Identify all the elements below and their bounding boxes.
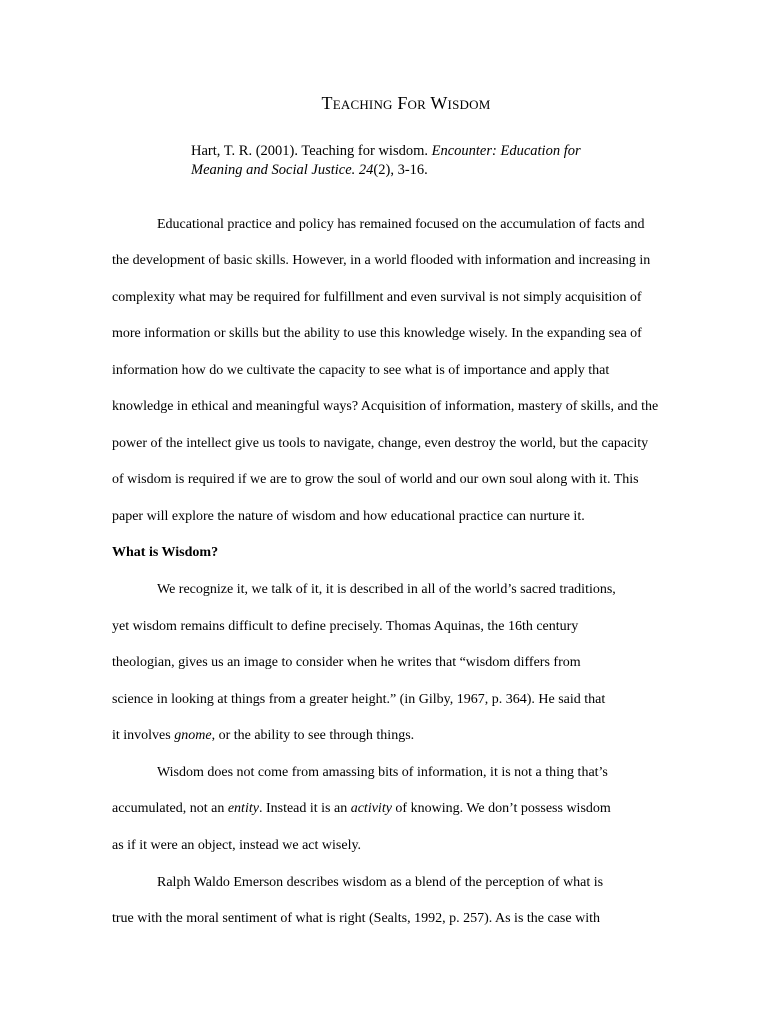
citation-text: Hart, T. R. (2001). Teaching for wisdom. — [191, 143, 432, 159]
paragraph-line: paper will explore the nature of wisdom and how educational practice can nurture it. — [112, 509, 585, 524]
paragraph-line: information how do we cultivate the capacity to see what is of importance and apply that — [112, 363, 610, 378]
paragraph-line: yet wisdom remains difficult to define precisely. Thomas Aquinas, the 16th century — [112, 619, 579, 634]
paragraph-line — [112, 800, 611, 818]
text-run: , or the ability to see through things. — [211, 728, 415, 743]
text-run: . Instead it is an — [258, 801, 351, 816]
section-heading: What is Wisdom? — [112, 545, 219, 560]
paragraph-line: complexity what may be required for fulfillment and even survival is not simply acquisition of — [112, 290, 642, 305]
citation-issue: (2), 3-16. — [373, 162, 428, 178]
paragraph-line: Educational practice and policy has remained focused on the accumulation of facts and — [157, 217, 645, 232]
italic-term: entity — [227, 801, 259, 816]
paragraph-line — [112, 727, 414, 745]
paragraph-line: true with the moral sentiment of what is right (Sealts, 1992, p. 257). As is the case with — [112, 911, 600, 926]
paragraph-line: We recognize it, we talk of it, it is described in all of the world’s sacred traditions, — [157, 582, 616, 597]
paragraph-line: the development of basic skills. However, in a world flooded with information and increasing in — [112, 253, 651, 268]
citation-line-1 — [191, 142, 631, 161]
paragraph-line: Wisdom does not come from amassing bits of information, it is not a thing that’s — [157, 765, 608, 780]
italic-term: activity — [350, 801, 392, 816]
citation-journal-cont: Meaning and Social Justice. 24 — [191, 162, 374, 178]
paragraph-line: power of the intellect give us tools to navigate, change, even destroy the world, but the capacity — [112, 436, 649, 451]
citation — [191, 142, 631, 180]
paragraph-line: knowledge in ethical and meaningful ways? Acquisition of information, mastery of skills, and the — [112, 399, 659, 414]
paragraph-line: theologian, gives us an image to consider when he writes that “wisdom differs from — [112, 655, 581, 670]
paragraph-line: of wisdom is required if we are to grow the soul of world and our own soul along with it. This — [112, 472, 639, 487]
paragraph-line: Ralph Waldo Emerson describes wisdom as a blend of the perception of what is — [157, 875, 604, 890]
paragraph-line: science in looking at things from a greater height.” (in Gilby, 1967, p. 364). He said that — [112, 692, 606, 707]
paragraph-line: more information or skills but the ability to use this knowledge wisely. In the expanding sea of — [112, 326, 642, 341]
document-title: Teaching For Wisdom — [321, 93, 491, 113]
italic-term: gnome — [174, 728, 212, 743]
text-run: accumulated, not an — [112, 801, 228, 816]
paragraph-line: as if it were an object, instead we act wisely. — [112, 838, 362, 853]
citation-line-2 — [191, 161, 631, 180]
text-run: it involves — [112, 728, 175, 743]
text-run: of knowing. We don’t possess wisdom — [391, 801, 611, 816]
citation-journal: Encounter: Education for — [431, 143, 581, 159]
